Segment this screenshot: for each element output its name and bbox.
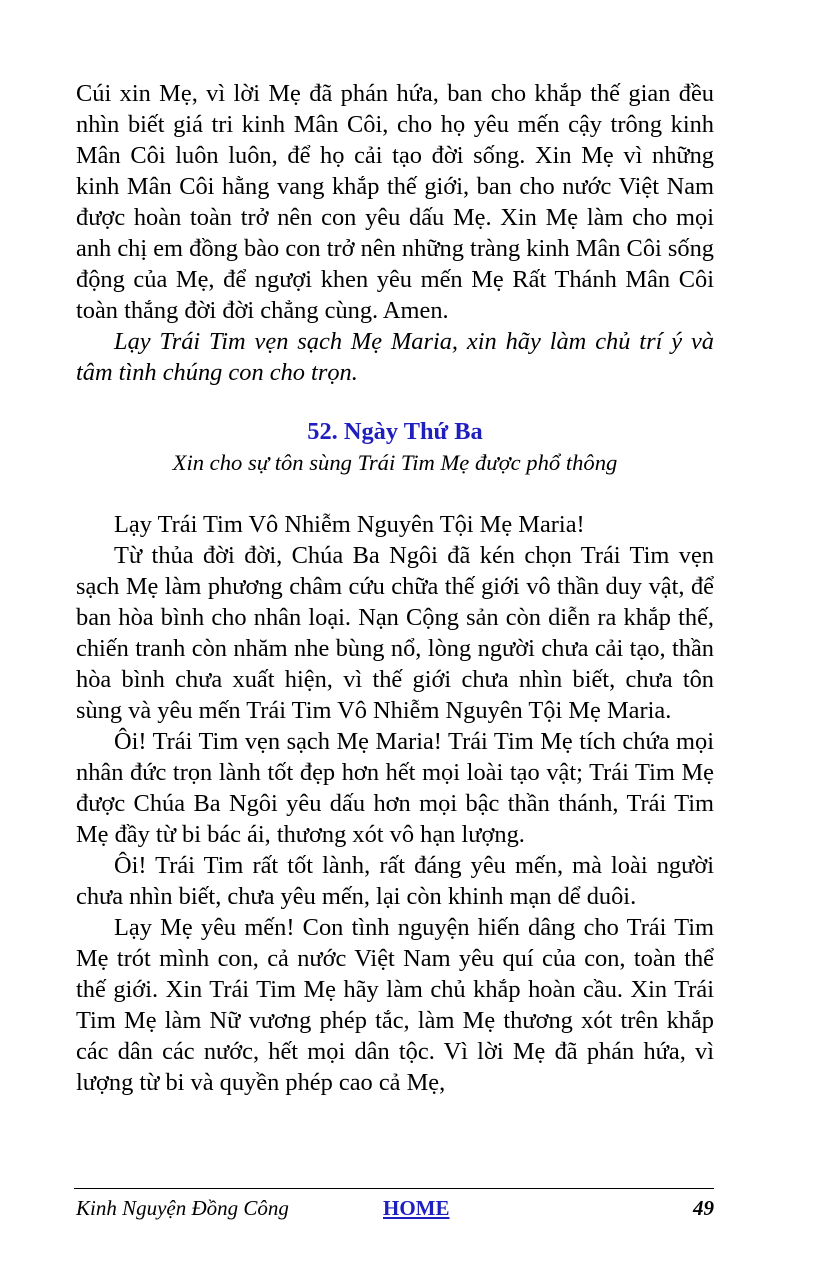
home-link[interactable]: HOME [383, 1196, 450, 1220]
footer-book-title: Kinh Nguyện Đồng Công [76, 1196, 289, 1220]
body-paragraph: Ôi! Trái Tim vẹn sạch Mẹ Maria! Trái Tim Mẹ tích chứa mọi nhân đức trọn lành tốt đẹp hơn hết mọi loài tạo vật; Trái Tim Mẹ được Chúa Ba Ngôi yêu dấu hơn mọi bậc thần thánh, Trái Tim Mẹ đầy từ bi bác ái, thương xót vô hạn lượng. [76, 728, 714, 848]
body-paragraph: Ôi! Trái Tim rất tốt lành, rất đáng yêu mến, mà loài người chưa nhìn biết, chưa yêu mến, lại còn khinh mạn dể duôi. [76, 852, 714, 910]
page-footer [76, 1196, 714, 1226]
spacer [76, 478, 714, 509]
page-content [76, 78, 714, 1098]
spacer [76, 388, 714, 416]
section-subtitle: Xin cho sự tôn sùng Trái Tim Mẹ được phổ thông [172, 450, 618, 475]
page-number: 49 [693, 1196, 714, 1220]
footer-divider [74, 1188, 714, 1189]
intro-invocation: Lạy Trái Tim vẹn sạch Mẹ Maria, xin hãy làm chủ trí ý và tâm tình chúng con cho trọn. [76, 328, 714, 386]
body-paragraph: Từ thủa đời đời, Chúa Ba Ngôi đã kén chọn Trái Tim vẹn sạch Mẹ làm phương châm cứu chữa thế giới vô thần duy vật, để ban hòa bình cho nhân loại. Nạn Cộng sản còn diễn ra khắp thế, chiến tranh còn nhăm nhe bùng nổ, lòng người chưa cải tạo, thần hòa bình chưa xuất hiện, vì thế giới chưa nhìn biết, chưa tôn sùng và yêu mến Trái Tim Vô Nhiễm Nguyên Tội Mẹ Maria. [76, 542, 714, 724]
body-paragraph: Lạy Mẹ yêu mến! Con tình nguyện hiến dâng cho Trái Tim Mẹ trót mình con, cả nước Việt Nam yêu quí của con, toàn thể thế giới. Xin Trái Tim Mẹ hãy làm chủ khắp hoàn cầu. Xin Trái Tim Mẹ làm Nữ vương phép tắc, làm Mẹ thương xót trên khắp các dân các nước, hết mọi dân tộc. Vì lời Mẹ đã phán hứa, vì lượng từ bi và quyền phép cao cả Mẹ, [76, 914, 714, 1096]
intro-paragraph: Cúi xin Mẹ, vì lời Mẹ đã phán hứa, ban cho khắp thế gian đều nhìn biết giá tri kinh Mân Côi, cho họ yêu mến cậy trông kinh Mân Côi luôn luôn, để họ cải tạo đời sống. Xin Mẹ vì những kinh Mân Côi hằng vang khắp thế giới, ban cho nước Việt Nam được hoàn toàn trở nên con yêu dấu Mẹ. Xin Mẹ làm cho mọi anh chị em đồng bào con trở nên những tràng kinh Mân Côi sống động của Mẹ, để ngượi khen yêu mến Mẹ Rất Thánh Mân Côi toàn thắng đời đời chẳng cùng. Amen. [76, 80, 714, 324]
section-title: 52. Ngày Thứ Ba [307, 418, 483, 445]
body-paragraph: Lạy Trái Tim Vô Nhiễm Nguyên Tội Mẹ Maria! [114, 511, 585, 538]
